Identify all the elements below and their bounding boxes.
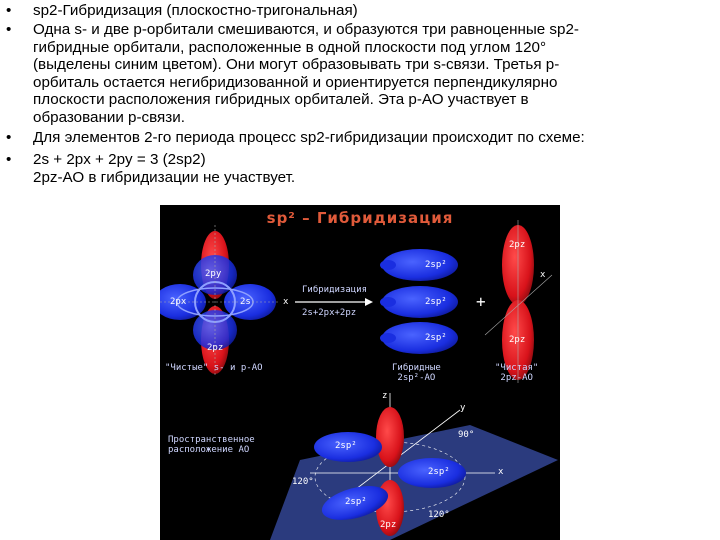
- bullet-marker: •: [6, 151, 12, 168]
- label-2pz-left: 2pz: [207, 343, 224, 353]
- label-2px: 2px: [170, 297, 187, 307]
- bullet-item: [0, 21, 716, 129]
- spatial-caption: Пространственное расположение АО: [168, 435, 255, 455]
- label-2s: 2s: [240, 297, 251, 307]
- label-sp2-1: 2sp²: [425, 260, 447, 270]
- sp2-small-lobe-1: [380, 260, 396, 270]
- bullet-marker: •: [6, 129, 12, 146]
- label-sp2-3: 2sp²: [425, 333, 447, 343]
- sp2-small-lobe-3: [380, 333, 396, 343]
- angle-120-left: 120°: [292, 477, 314, 487]
- bullet-text: sp2-Гибридизация (плоскостно-тригональная): [33, 2, 358, 19]
- sp2-small-lobe-2: [380, 297, 396, 307]
- bullet-marker: •: [6, 21, 12, 38]
- angle-90: 90°: [458, 430, 475, 440]
- sp2-hybridization-figure: [160, 205, 560, 540]
- plane-axis-x: x: [498, 467, 504, 477]
- arrow-head: [365, 298, 373, 306]
- equation-label: 2s+2px+2pz: [302, 308, 357, 318]
- label-2pz-right-top: 2pz: [509, 240, 526, 250]
- plane-axis-z: z: [382, 391, 388, 401]
- bullet-text: 2s + 2px + 2py = 3 (2sp2) 2pz-АО в гибридизации не участвует.: [33, 151, 296, 186]
- bullet-item: [0, 151, 716, 189]
- label-2py: 2py: [205, 269, 222, 279]
- plane-label-sp2-3: 2sp²: [345, 497, 367, 507]
- bullet-marker: •: [6, 2, 12, 19]
- process-arrow: [295, 298, 373, 306]
- bullet-item: [0, 129, 716, 147]
- left-caption: "Чистые" s- и p-АО: [165, 363, 263, 373]
- plane-label-sp2-2: 2sp²: [428, 467, 450, 477]
- plane-label-sp2-1: 2sp²: [335, 441, 357, 451]
- right-axis-x: x: [540, 270, 546, 280]
- bullet-item: [0, 2, 716, 20]
- middle-caption: Гибридные 2sp²-АО: [392, 363, 441, 383]
- plane-axis-y: y: [460, 403, 466, 413]
- right-caption: "Чистая" 2pz-АО: [495, 363, 539, 383]
- label-sp2-2: 2sp²: [425, 297, 447, 307]
- figure-title: sp² – Гибридизация: [266, 209, 454, 227]
- plane-label-2pz: 2pz: [380, 520, 397, 530]
- process-label: Гибридизация: [302, 285, 368, 295]
- bullet-text: Одна s- и две p-орбитали смешиваются, и образуются три равноценные sp2- гибридные орбитали, расположенные в одной плоскости под углом 120° (выделены синим цветом). Они могут образовывать три s-связи. Третья p- орбиталь остается негибридизованной и ориентируется перпендикулярно плоскости расположения гибридных орбиталей. Эта p-АО участвует в образовании p-связи.: [33, 21, 579, 126]
- spatial-plane-group: [270, 393, 558, 540]
- label-2pz-right-bottom: 2pz: [509, 335, 526, 345]
- bullet-text: Для элементов 2-го периода процесс sp2-гибридизации происходит по схеме:: [33, 129, 585, 146]
- angle-120-bottom: 120°: [428, 510, 450, 520]
- left-axis-x: x: [283, 297, 289, 307]
- plane-pz-top: [376, 407, 404, 467]
- plus-sign: +: [476, 292, 486, 311]
